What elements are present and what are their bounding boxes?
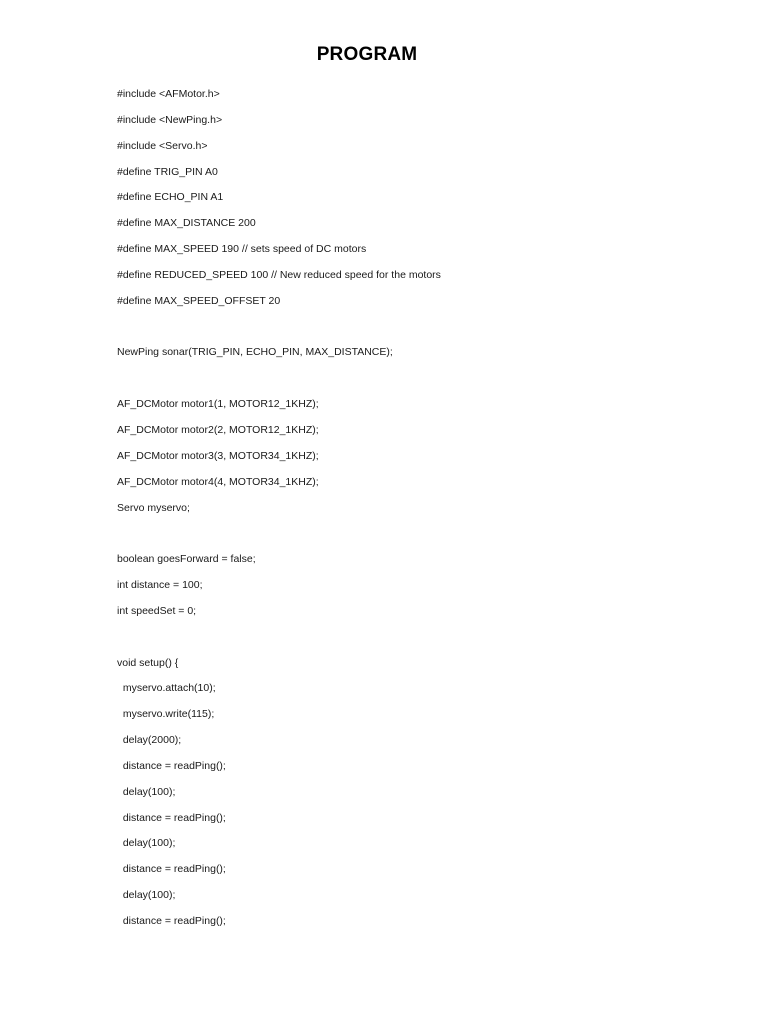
code-line: delay(100);: [117, 785, 176, 798]
code-line: distance = readPing();: [117, 915, 226, 927]
code-line: int distance = 100;: [117, 579, 203, 592]
code-line: distance = readPing();: [117, 811, 226, 824]
code-line: delay(2000);: [117, 734, 182, 747]
code-line: delay(100);: [117, 837, 176, 850]
code-line: #define ECHO_PIN A1: [117, 191, 224, 204]
document-title: PROGRAM: [316, 44, 418, 65]
code-line: boolean goesForward = false;: [117, 553, 256, 566]
code-line: AF_DCMotor motor3(3, MOTOR34_1KHZ);: [117, 449, 319, 462]
code-line: delay(100);: [117, 889, 176, 902]
code-line: int speedSet = 0;: [117, 604, 197, 617]
code-line: AF_DCMotor motor4(4, MOTOR34_1KHZ);: [117, 475, 319, 488]
code-line: AF_DCMotor motor2(2, MOTOR12_1KHZ);: [117, 423, 319, 436]
code-line: void setup() {: [117, 656, 179, 669]
code-line: Servo myservo;: [117, 501, 190, 514]
code-line: AF_DCMotor motor1(1, MOTOR12_1KHZ);: [117, 398, 319, 411]
code-line: #define MAX_SPEED_OFFSET 20: [117, 294, 281, 307]
code-line: #include <NewPing.h>: [117, 113, 223, 126]
code-line: #define MAX_SPEED 190 // sets speed of DC motors: [117, 243, 367, 256]
blank-line: [117, 318, 717, 344]
blank-line: [117, 524, 717, 550]
code-line: distance = readPing();: [117, 863, 226, 876]
code-line: #include <AFMotor.h>: [117, 88, 220, 100]
code-line: distance = readPing();: [117, 759, 226, 772]
blank-line: [117, 369, 717, 395]
code-line: myservo.attach(10);: [117, 682, 216, 695]
code-line: NewPing sonar(TRIG_PIN, ECHO_PIN, MAX_DISTANCE);: [117, 346, 393, 359]
code-line: #define REDUCED_SPEED 100 // New reduced speed for the motors: [117, 268, 441, 281]
code-listing: [117, 85, 717, 938]
blank-line: [117, 628, 717, 654]
code-line: #define TRIG_PIN A0: [117, 165, 218, 178]
code-line: #define MAX_DISTANCE 200: [117, 217, 256, 230]
code-line: #include <Servo.h>: [117, 139, 208, 152]
code-line: myservo.write(115);: [117, 708, 215, 721]
